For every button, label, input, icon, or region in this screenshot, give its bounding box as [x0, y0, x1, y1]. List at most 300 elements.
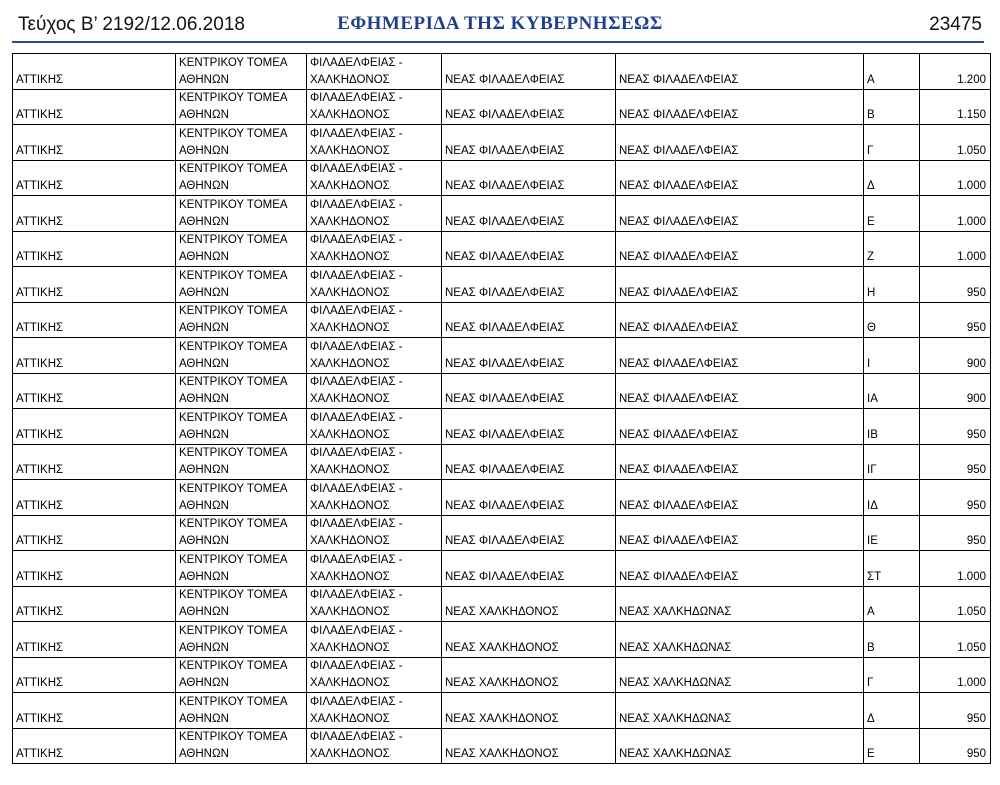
sector-line-1: ΚΕΝΤΡΙΚΟΥ ΤΟΜΕΑ	[179, 589, 288, 601]
unit-cell	[442, 54, 616, 90]
value-cell	[920, 622, 991, 658]
table-row	[13, 267, 991, 303]
unit-text: ΝΕΑΣ ΦΙΛΑΔΕΛΦΕΙΑΣ	[445, 570, 565, 583]
value-text: 1.050	[957, 606, 986, 618]
sector-line-2: ΑΘΗΝΩΝ	[179, 109, 229, 121]
sector-cell	[176, 515, 307, 551]
zone-text: Β	[867, 641, 875, 654]
region-cell	[13, 267, 176, 303]
value-text: 1.000	[957, 215, 986, 228]
sector-line-2: ΑΘΗΝΩΝ	[179, 606, 229, 618]
municipality-line-1: ΦΙΛΑΔΕΛΦΕΙΑΣ -	[310, 518, 403, 530]
area-text: ΝΕΑΣ ΧΑΛΚΗΔΩΝΑΣ	[619, 677, 732, 689]
zone-text: Δ	[867, 712, 875, 725]
sector-line-1: ΚΕΝΤΡΙΚΟΥ ΤΟΜΕΑ	[179, 411, 288, 424]
table-row	[13, 231, 991, 267]
area-cell	[616, 196, 864, 232]
area-cell	[616, 693, 864, 729]
page-header	[0, 0, 1000, 44]
region-text: ΑΤΤΙΚΗΣ	[16, 535, 64, 547]
unit-text: ΝΕΑΣ ΦΙΛΑΔΕΛΦΕΙΑΣ	[445, 357, 565, 370]
unit-text: ΝΕΑΣ ΦΙΛΑΔΕΛΦΕΙΑΣ	[445, 499, 565, 512]
municipality-line-1: ΦΙΛΑΔΕΛΦΕΙΑΣ -	[310, 695, 403, 708]
municipality-cell	[307, 196, 442, 232]
header-rule	[12, 41, 984, 43]
zone-cell	[864, 231, 920, 267]
price-zone-table	[12, 53, 990, 764]
municipality-line-2: ΧΑΛΚΗΔΟΝΟΣ	[310, 144, 390, 157]
sector-line-2: ΑΘΗΝΩΝ	[179, 677, 229, 689]
zone-text: Θ	[867, 322, 876, 334]
value-text: 1.000	[957, 570, 986, 583]
municipality-line-1: ΦΙΛΑΔΕΛΦΕΙΑΣ -	[310, 234, 403, 246]
region-text: ΑΤΤΙΚΗΣ	[16, 322, 64, 334]
unit-text: ΝΕΑΣ ΧΑΛΚΗΔΟΝΟΣ	[445, 641, 559, 654]
region-text: ΑΤΤΙΚΗΣ	[16, 748, 64, 760]
unit-text: ΝΕΑΣ ΦΙΛΑΔΕΛΦΕΙΑΣ	[445, 535, 565, 547]
sector-line-2: ΑΘΗΝΩΝ	[179, 180, 229, 192]
unit-text: ΝΕΑΣ ΦΙΛΑΔΕΛΦΕΙΑΣ	[445, 144, 565, 157]
area-text: ΝΕΑΣ ΦΙΛΑΔΕΛΦΕΙΑΣ	[619, 251, 739, 263]
region-text: ΑΤΤΙΚΗΣ	[16, 570, 64, 583]
area-text: ΝΕΑΣ ΦΙΛΑΔΕΛΦΕΙΑΣ	[619, 109, 739, 121]
zone-text: Η	[867, 286, 876, 299]
area-cell	[616, 728, 864, 764]
region-cell	[13, 693, 176, 729]
region-text: ΑΤΤΙΚΗΣ	[16, 641, 64, 654]
sector-line-1: ΚΕΝΤΡΙΚΟΥ ΤΟΜΕΑ	[179, 482, 288, 495]
municipality-line-2: ΧΑΛΚΗΔΟΝΟΣ	[310, 712, 390, 725]
value-cell	[920, 373, 991, 409]
table-body	[13, 54, 991, 764]
value-cell	[920, 302, 991, 338]
region-text: ΑΤΤΙΚΗΣ	[16, 215, 64, 228]
municipality-line-2: ΧΑΛΚΗΔΟΝΟΣ	[310, 677, 390, 689]
gazette-title: ΕΦΗΜΕΡΙΔΑ ΤΗΣ ΚΥΒΕΡΝΗΣΕΩΣ	[337, 13, 663, 34]
sector-line-2: ΑΘΗΝΩΝ	[179, 499, 229, 512]
region-cell	[13, 231, 176, 267]
municipality-line-2: ΧΑΛΚΗΔΟΝΟΣ	[310, 570, 390, 583]
zone-cell	[864, 302, 920, 338]
sector-cell	[176, 302, 307, 338]
region-text: ΑΤΤΙΚΗΣ	[16, 286, 64, 299]
municipality-cell	[307, 302, 442, 338]
zone-cell	[864, 480, 920, 516]
unit-cell	[442, 551, 616, 587]
zone-cell	[864, 551, 920, 587]
sector-cell	[176, 338, 307, 374]
region-text: ΑΤΤΙΚΗΣ	[16, 393, 64, 405]
municipality-line-1: ΦΙΛΑΔΕΛΦΕΙΑΣ -	[310, 269, 403, 282]
municipality-line-2: ΧΑΛΚΗΔΟΝΟΣ	[310, 393, 390, 405]
region-text: ΑΤΤΙΚΗΣ	[16, 677, 64, 689]
value-text: 1.000	[957, 251, 986, 263]
zone-text: Α	[867, 73, 875, 86]
issue-reference: Τεύχος Β’ 2192/12.06.2018	[18, 14, 245, 35]
sector-cell	[176, 267, 307, 303]
table-row	[13, 693, 991, 729]
area-cell	[616, 231, 864, 267]
unit-text: ΝΕΑΣ ΦΙΛΑΔΕΛΦΕΙΑΣ	[445, 251, 565, 263]
municipality-line-2: ΧΑΛΚΗΔΟΝΟΣ	[310, 251, 390, 263]
zone-cell	[864, 89, 920, 125]
zone-cell	[864, 373, 920, 409]
area-text: ΝΕΑΣ ΦΙΛΑΔΕΛΦΕΙΑΣ	[619, 570, 739, 583]
region-text: ΑΤΤΙΚΗΣ	[16, 499, 64, 512]
municipality-line-1: ΦΙΛΑΔΕΛΦΕΙΑΣ -	[310, 589, 403, 601]
area-cell	[616, 125, 864, 161]
sector-line-1: ΚΕΝΤΡΙΚΟΥ ΤΟΜΕΑ	[179, 127, 288, 140]
unit-text: ΝΕΑΣ ΦΙΛΑΔΕΛΦΕΙΑΣ	[445, 109, 565, 121]
value-cell	[920, 160, 991, 196]
table-row	[13, 373, 991, 409]
table-row	[13, 515, 991, 551]
area-text: ΝΕΑΣ ΧΑΛΚΗΔΩΝΑΣ	[619, 748, 732, 760]
unit-text: ΝΕΑΣ ΧΑΛΚΗΔΟΝΟΣ	[445, 712, 559, 725]
unit-cell	[442, 657, 616, 693]
municipality-line-1: ΦΙΛΑΔΕΛΦΕΙΑΣ -	[310, 340, 403, 353]
value-cell	[920, 89, 991, 125]
zone-text: Ε	[867, 748, 875, 760]
municipality-line-1: ΦΙΛΑΔΕΛΦΕΙΑΣ -	[310, 127, 403, 140]
sector-line-2: ΑΘΗΝΩΝ	[179, 464, 229, 476]
value-cell	[920, 480, 991, 516]
sector-line-1: ΚΕΝΤΡΙΚΟΥ ΤΟΜΕΑ	[179, 340, 288, 353]
unit-text: ΝΕΑΣ ΦΙΛΑΔΕΛΦΕΙΑΣ	[445, 286, 565, 299]
sector-cell	[176, 196, 307, 232]
region-cell	[13, 54, 176, 90]
zone-cell	[864, 728, 920, 764]
sector-line-1: ΚΕΝΤΡΙΚΟΥ ΤΟΜΕΑ	[179, 624, 288, 637]
sector-cell	[176, 622, 307, 658]
municipality-line-1: ΦΙΛΑΔΕΛΦΕΙΑΣ -	[310, 624, 403, 637]
sector-line-1: ΚΕΝΤΡΙΚΟΥ ΤΟΜΕΑ	[179, 518, 288, 530]
sector-line-2: ΑΘΗΝΩΝ	[179, 251, 229, 263]
zone-text: ΙΔ	[867, 499, 878, 512]
value-text: 1.050	[957, 641, 986, 654]
area-text: ΝΕΑΣ ΦΙΛΑΔΕΛΦΕΙΑΣ	[619, 428, 739, 441]
municipality-cell	[307, 515, 442, 551]
area-text: ΝΕΑΣ ΦΙΛΑΔΕΛΦΕΙΑΣ	[619, 464, 739, 476]
sector-cell	[176, 125, 307, 161]
area-text: ΝΕΑΣ ΦΙΛΑΔΕΛΦΕΙΑΣ	[619, 286, 739, 299]
sector-line-1: ΚΕΝΤΡΙΚΟΥ ΤΟΜΕΑ	[179, 447, 288, 459]
zone-text: Β	[867, 109, 875, 121]
zone-text: Ι	[867, 357, 871, 370]
area-cell	[616, 480, 864, 516]
zone-cell	[864, 267, 920, 303]
area-cell	[616, 444, 864, 480]
area-text: ΝΕΑΣ ΦΙΛΑΔΕΛΦΕΙΑΣ	[619, 499, 739, 512]
table-row	[13, 196, 991, 232]
zone-text: Ε	[867, 215, 875, 228]
municipality-line-1: ΦΙΛΑΔΕΛΦΕΙΑΣ -	[310, 376, 403, 388]
value-cell	[920, 693, 991, 729]
region-text: ΑΤΤΙΚΗΣ	[16, 180, 64, 192]
sector-cell	[176, 160, 307, 196]
area-cell	[616, 302, 864, 338]
region-cell	[13, 622, 176, 658]
value-text: 1.050	[957, 144, 986, 157]
unit-cell	[442, 728, 616, 764]
unit-text: ΝΕΑΣ ΦΙΛΑΔΕΛΦΕΙΑΣ	[445, 322, 565, 334]
unit-text: ΝΕΑΣ ΦΙΛΑΔΕΛΦΕΙΑΣ	[445, 428, 565, 441]
value-cell	[920, 125, 991, 161]
area-text: ΝΕΑΣ ΦΙΛΑΔΕΛΦΕΙΑΣ	[619, 180, 739, 192]
region-text: ΑΤΤΙΚΗΣ	[16, 464, 64, 476]
data-table	[12, 53, 991, 764]
sector-cell	[176, 551, 307, 587]
region-cell	[13, 586, 176, 622]
sector-line-2: ΑΘΗΝΩΝ	[179, 286, 229, 299]
area-cell	[616, 160, 864, 196]
sector-cell	[176, 409, 307, 445]
table-row	[13, 444, 991, 480]
value-text: 1.200	[957, 73, 986, 86]
sector-cell	[176, 231, 307, 267]
sector-cell	[176, 657, 307, 693]
table-row	[13, 54, 991, 90]
sector-line-1: ΚΕΝΤΡΙΚΟΥ ΤΟΜΕΑ	[179, 198, 288, 211]
municipality-cell	[307, 693, 442, 729]
sector-line-2: ΑΘΗΝΩΝ	[179, 641, 229, 654]
area-cell	[616, 551, 864, 587]
sector-line-1: ΚΕΝΤΡΙΚΟΥ ΤΟΜΕΑ	[179, 92, 288, 104]
unit-cell	[442, 373, 616, 409]
municipality-line-2: ΧΑΛΚΗΔΟΝΟΣ	[310, 322, 390, 334]
region-text: ΑΤΤΙΚΗΣ	[16, 73, 64, 86]
zone-text: Α	[867, 606, 875, 618]
value-text: 950	[966, 535, 986, 547]
area-text: ΝΕΑΣ ΧΑΛΚΗΔΩΝΑΣ	[619, 606, 732, 618]
area-cell	[616, 89, 864, 125]
area-text: ΝΕΑΣ ΦΙΛΑΔΕΛΦΕΙΑΣ	[619, 73, 739, 86]
unit-cell	[442, 338, 616, 374]
municipality-line-2: ΧΑΛΚΗΔΟΝΟΣ	[310, 641, 390, 654]
sector-cell	[176, 693, 307, 729]
area-cell	[616, 338, 864, 374]
table-row	[13, 409, 991, 445]
municipality-line-2: ΧΑΛΚΗΔΟΝΟΣ	[310, 286, 390, 299]
municipality-cell	[307, 409, 442, 445]
unit-text: ΝΕΑΣ ΧΑΛΚΗΔΟΝΟΣ	[445, 606, 559, 618]
municipality-line-2: ΧΑΛΚΗΔΟΝΟΣ	[310, 748, 390, 760]
sector-cell	[176, 89, 307, 125]
sector-cell	[176, 480, 307, 516]
sector-line-2: ΑΘΗΝΩΝ	[179, 144, 229, 157]
region-cell	[13, 125, 176, 161]
municipality-cell	[307, 338, 442, 374]
municipality-line-2: ΧΑΛΚΗΔΟΝΟΣ	[310, 73, 390, 86]
region-text: ΑΤΤΙΚΗΣ	[16, 144, 64, 157]
sector-line-1: ΚΕΝΤΡΙΚΟΥ ΤΟΜΕΑ	[179, 305, 288, 317]
value-cell	[920, 267, 991, 303]
municipality-line-2: ΧΑΛΚΗΔΟΝΟΣ	[310, 109, 390, 121]
municipality-cell	[307, 444, 442, 480]
region-text: ΑΤΤΙΚΗΣ	[16, 712, 64, 725]
municipality-line-1: ΦΙΛΑΔΕΛΦΕΙΑΣ -	[310, 56, 403, 69]
value-text: 950	[966, 428, 986, 441]
municipality-cell	[307, 728, 442, 764]
region-cell	[13, 338, 176, 374]
unit-text: ΝΕΑΣ ΧΑΛΚΗΔΟΝΟΣ	[445, 748, 559, 760]
region-text: ΑΤΤΙΚΗΣ	[16, 109, 64, 121]
value-text: 1.150	[957, 109, 986, 121]
unit-cell	[442, 444, 616, 480]
municipality-cell	[307, 586, 442, 622]
sector-cell	[176, 54, 307, 90]
value-text: 950	[966, 322, 986, 334]
municipality-line-2: ΧΑΛΚΗΔΟΝΟΣ	[310, 535, 390, 547]
unit-text: ΝΕΑΣ ΦΙΛΑΔΕΛΦΕΙΑΣ	[445, 464, 565, 476]
zone-cell	[864, 338, 920, 374]
value-text: 900	[966, 393, 986, 405]
value-text: 950	[966, 499, 986, 512]
municipality-cell	[307, 54, 442, 90]
sector-line-1: ΚΕΝΤΡΙΚΟΥ ΤΟΜΕΑ	[179, 695, 288, 708]
sector-line-1: ΚΕΝΤΡΙΚΟΥ ΤΟΜΕΑ	[179, 56, 288, 69]
municipality-line-1: ΦΙΛΑΔΕΛΦΕΙΑΣ -	[310, 660, 403, 672]
table-row	[13, 586, 991, 622]
region-cell	[13, 409, 176, 445]
unit-text: ΝΕΑΣ ΦΙΛΑΔΕΛΦΕΙΑΣ	[445, 73, 565, 86]
area-cell	[616, 657, 864, 693]
page-number: 23475	[929, 14, 982, 35]
unit-cell	[442, 267, 616, 303]
zone-cell	[864, 622, 920, 658]
sector-line-1: ΚΕΝΤΡΙΚΟΥ ΤΟΜΕΑ	[179, 731, 288, 743]
sector-line-2: ΑΘΗΝΩΝ	[179, 357, 229, 370]
value-cell	[920, 196, 991, 232]
table-row	[13, 160, 991, 196]
unit-cell	[442, 480, 616, 516]
area-cell	[616, 373, 864, 409]
sector-line-1: ΚΕΝΤΡΙΚΟΥ ΤΟΜΕΑ	[179, 376, 288, 388]
zone-cell	[864, 444, 920, 480]
zone-cell	[864, 196, 920, 232]
area-text: ΝΕΑΣ ΧΑΛΚΗΔΩΝΑΣ	[619, 712, 732, 725]
region-cell	[13, 657, 176, 693]
area-cell	[616, 409, 864, 445]
unit-cell	[442, 196, 616, 232]
sector-line-2: ΑΘΗΝΩΝ	[179, 712, 229, 725]
zone-cell	[864, 125, 920, 161]
sector-line-1: ΚΕΝΤΡΙΚΟΥ ΤΟΜΕΑ	[179, 163, 288, 175]
value-text: 1.000	[957, 677, 986, 689]
unit-cell	[442, 693, 616, 729]
region-cell	[13, 515, 176, 551]
unit-text: ΝΕΑΣ ΦΙΛΑΔΕΛΦΕΙΑΣ	[445, 393, 565, 405]
value-cell	[920, 551, 991, 587]
municipality-cell	[307, 551, 442, 587]
value-cell	[920, 338, 991, 374]
unit-cell	[442, 231, 616, 267]
region-cell	[13, 373, 176, 409]
area-text: ΝΕΑΣ ΦΙΛΑΔΕΛΦΕΙΑΣ	[619, 535, 739, 547]
municipality-line-1: ΦΙΛΑΔΕΛΦΕΙΑΣ -	[310, 305, 403, 317]
table-row	[13, 480, 991, 516]
area-text: ΝΕΑΣ ΦΙΛΑΔΕΛΦΕΙΑΣ	[619, 215, 739, 228]
municipality-line-1: ΦΙΛΑΔΕΛΦΕΙΑΣ -	[310, 482, 403, 495]
region-text: ΑΤΤΙΚΗΣ	[16, 357, 64, 370]
zone-cell	[864, 693, 920, 729]
table-row	[13, 125, 991, 161]
municipality-line-1: ΦΙΛΑΔΕΛΦΕΙΑΣ -	[310, 553, 403, 566]
unit-cell	[442, 89, 616, 125]
region-text: ΑΤΤΙΚΗΣ	[16, 251, 64, 263]
unit-text: ΝΕΑΣ ΧΑΛΚΗΔΟΝΟΣ	[445, 677, 559, 689]
municipality-line-2: ΧΑΛΚΗΔΟΝΟΣ	[310, 606, 390, 618]
unit-cell	[442, 586, 616, 622]
sector-line-1: ΚΕΝΤΡΙΚΟΥ ΤΟΜΕΑ	[179, 269, 288, 282]
table-row	[13, 89, 991, 125]
municipality-cell	[307, 125, 442, 161]
sector-line-1: ΚΕΝΤΡΙΚΟΥ ΤΟΜΕΑ	[179, 234, 288, 246]
municipality-cell	[307, 89, 442, 125]
sector-line-2: ΑΘΗΝΩΝ	[179, 73, 229, 86]
value-cell	[920, 728, 991, 764]
zone-text: Γ	[867, 677, 874, 689]
municipality-line-1: ΦΙΛΑΔΕΛΦΕΙΑΣ -	[310, 411, 403, 424]
area-cell	[616, 54, 864, 90]
value-cell	[920, 586, 991, 622]
region-cell	[13, 196, 176, 232]
zone-text: ΙΕ	[867, 535, 878, 547]
sector-cell	[176, 373, 307, 409]
unit-cell	[442, 302, 616, 338]
value-text: 950	[966, 748, 986, 760]
sector-line-2: ΑΘΗΝΩΝ	[179, 748, 229, 760]
zone-cell	[864, 586, 920, 622]
unit-text: ΝΕΑΣ ΦΙΛΑΔΕΛΦΕΙΑΣ	[445, 180, 565, 192]
zone-cell	[864, 54, 920, 90]
zone-text: ΙΓ	[867, 464, 877, 476]
region-cell	[13, 551, 176, 587]
municipality-cell	[307, 160, 442, 196]
region-cell	[13, 160, 176, 196]
zone-text: Δ	[867, 180, 875, 192]
zone-cell	[864, 657, 920, 693]
sector-cell	[176, 586, 307, 622]
municipality-line-1: ΦΙΛΑΔΕΛΦΕΙΑΣ -	[310, 198, 403, 211]
value-cell	[920, 657, 991, 693]
value-cell	[920, 231, 991, 267]
sector-line-2: ΑΘΗΝΩΝ	[179, 322, 229, 334]
municipality-cell	[307, 480, 442, 516]
unit-cell	[442, 160, 616, 196]
municipality-cell	[307, 231, 442, 267]
area-cell	[616, 267, 864, 303]
unit-cell	[442, 515, 616, 551]
table-row	[13, 338, 991, 374]
value-cell	[920, 409, 991, 445]
region-cell	[13, 89, 176, 125]
zone-cell	[864, 409, 920, 445]
sector-cell	[176, 728, 307, 764]
value-text: 950	[966, 712, 986, 725]
sector-cell	[176, 444, 307, 480]
municipality-line-1: ΦΙΛΑΔΕΛΦΕΙΑΣ -	[310, 92, 403, 104]
municipality-cell	[307, 373, 442, 409]
unit-text: ΝΕΑΣ ΦΙΛΑΔΕΛΦΕΙΑΣ	[445, 215, 565, 228]
value-text: 950	[966, 464, 986, 476]
region-text: ΑΤΤΙΚΗΣ	[16, 428, 64, 441]
sector-line-1: ΚΕΝΤΡΙΚΟΥ ΤΟΜΕΑ	[179, 660, 288, 672]
table-row	[13, 657, 991, 693]
municipality-cell	[307, 622, 442, 658]
sector-line-2: ΑΘΗΝΩΝ	[179, 428, 229, 441]
zone-text: Γ	[867, 144, 874, 157]
